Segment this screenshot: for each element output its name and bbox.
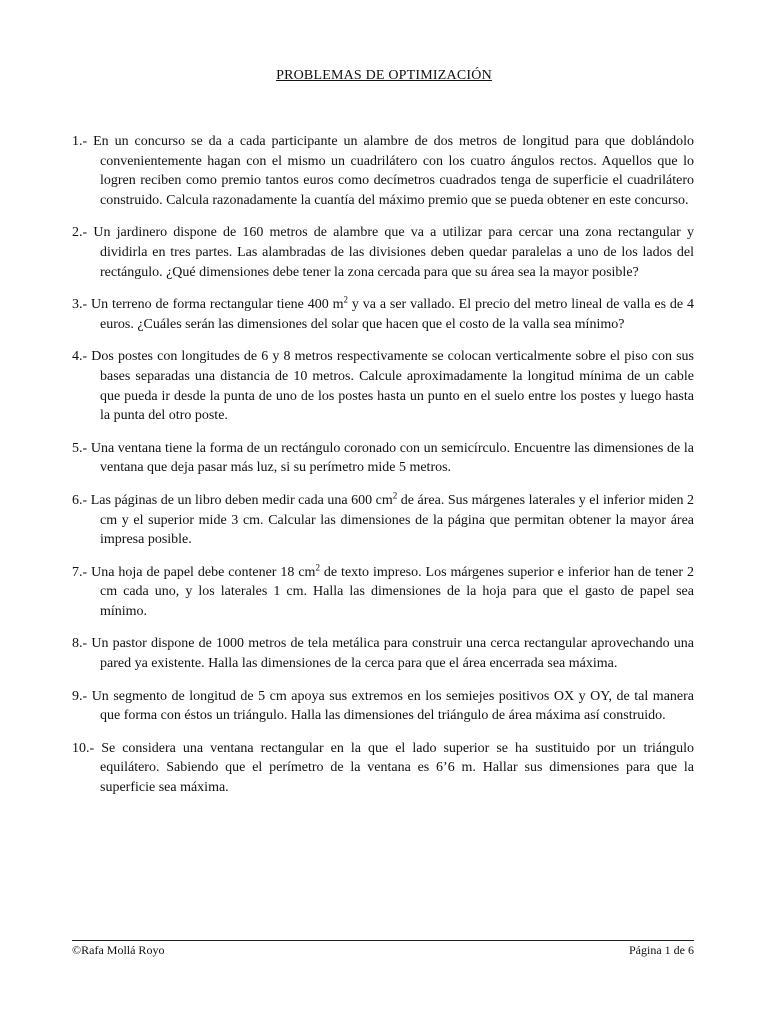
problem-2 bbox=[72, 223, 694, 282]
problem-3 bbox=[72, 295, 694, 334]
problem-text: Un jardinero dispone de 160 metros de alambre que va a utilizar para cercar una zona rectangular y dividirla en tres partes. Las alambradas de las divisiones deben quedar paralelas a uno de los lados del rectángulo. ¿Qué dimensiones debe tener la zona cercada para que su área sea la mayor posible? bbox=[93, 225, 694, 280]
problem-text: En un concurso se da a cada participante un alambre de dos metros de longitud para que doblándolo convenientemente hagan con el mismo un cuadrilátero con los cuatro ángulos rectos. Aquellos que lo logren reciben como premio tantos euros como decímetros cuadrados tenga de superficie el cuadrilátero construido. Calcula razonadamente la cuantía del máximo premio que se pueda obtener en este concurso. bbox=[93, 134, 694, 208]
problem-text: Un pastor dispone de 1000 metros de tela metálica para construir una cerca rectangular aprovechando una pared ya existente. Halla las dimensiones de la cerca para que el área encerrada sea máxima. bbox=[91, 636, 694, 672]
problem-text-cont: de texto impreso. Los márgenes superior e inferior han de tener 2 cm cada uno, y los laterales 1 cm. Halla las dimensiones de la hoja para que el gasto de papel sea mínimo. bbox=[100, 564, 695, 619]
problem-number: 8.- bbox=[72, 636, 92, 652]
problem-text-cont: y va a ser vallado. El precio del metro lineal de valla es de 4 euros. ¿Cuáles serán las dimensiones del solar que hacen que el costo de la valla sea mínimo? bbox=[100, 297, 694, 332]
problem-number: 5.- bbox=[72, 440, 91, 456]
page-footer bbox=[72, 943, 694, 958]
problem-4 bbox=[72, 347, 694, 425]
problem-text: Dos postes con longitudes de 6 y 8 metros respectivamente se colocan verticalmente sobre el piso con sus bases separadas una distancia de 10 metros. Calcule aproximadamente la longitud mínima de un cable que pueda ir desde la punta de uno de los postes hasta un punto en el suelo entre los postes y luego hasta la punta del otro poste. bbox=[91, 349, 694, 424]
superscript: 2 bbox=[343, 294, 349, 305]
page-title: PROBLEMAS DE OPTIMIZACIÓN bbox=[276, 68, 492, 83]
problem-number: 10.- bbox=[72, 740, 102, 756]
problem-number: 9.- bbox=[72, 688, 92, 704]
footer-divider bbox=[72, 940, 694, 941]
problem-1 bbox=[72, 132, 694, 210]
problem-7 bbox=[72, 563, 694, 622]
problem-5 bbox=[72, 439, 694, 478]
problem-number: 1.- bbox=[72, 134, 94, 149]
problem-number: 7.- bbox=[72, 564, 92, 580]
problem-8 bbox=[72, 634, 694, 673]
problem-text: Un segmento de longitud de 5 cm apoya sus extremos en los semiejes positivos OX y OY, de tal manera que forma con éstos un triángulo. Halla las dimensiones del triángulo de área máxima así construido. bbox=[91, 688, 694, 724]
superscript: 2 bbox=[392, 490, 398, 501]
problem-number: 6.- bbox=[72, 492, 91, 508]
problem-9 bbox=[72, 687, 694, 726]
problem-number: 3.- bbox=[72, 297, 92, 313]
problem-number: 2.- bbox=[72, 225, 94, 241]
problem-text: Un terreno de forma rectangular tiene 400 m bbox=[91, 297, 344, 313]
problem-text: Las páginas de un libro deben medir cada una 600 cm bbox=[90, 492, 393, 508]
problem-text: Se considera una ventana rectangular en la que el lado superior se ha sustituido por un triángulo equilátero. Sabiendo que el perímetro de la ventana es 6’6 m. Hallar sus dimensiones para que la superficie sea máxima. bbox=[100, 740, 694, 796]
footer-author: ©Rafa Mollá Royo bbox=[72, 943, 165, 957]
problem-number: 4.- bbox=[72, 349, 92, 365]
problem-list bbox=[72, 132, 694, 811]
problem-text-cont: de área. Sus márgenes laterales y el inferior miden 2 cm y el superior mide 3 cm. Calcular las dimensiones de la página que permitan obtener la mayor área impresa posible. bbox=[100, 492, 694, 548]
problem-6 bbox=[72, 491, 694, 550]
problem-text: Una hoja de papel debe contener 18 cm bbox=[91, 564, 316, 580]
problem-text: Una ventana tiene la forma de un rectángulo coronado con un semicírculo. Encuentre las dimensiones de la ventana que deja pasar más luz, si su perímetro mide 5 metros. bbox=[90, 440, 694, 476]
footer-page-number: Página 1 de 6 bbox=[629, 943, 694, 957]
superscript: 2 bbox=[315, 562, 320, 573]
problem-10 bbox=[72, 739, 694, 798]
